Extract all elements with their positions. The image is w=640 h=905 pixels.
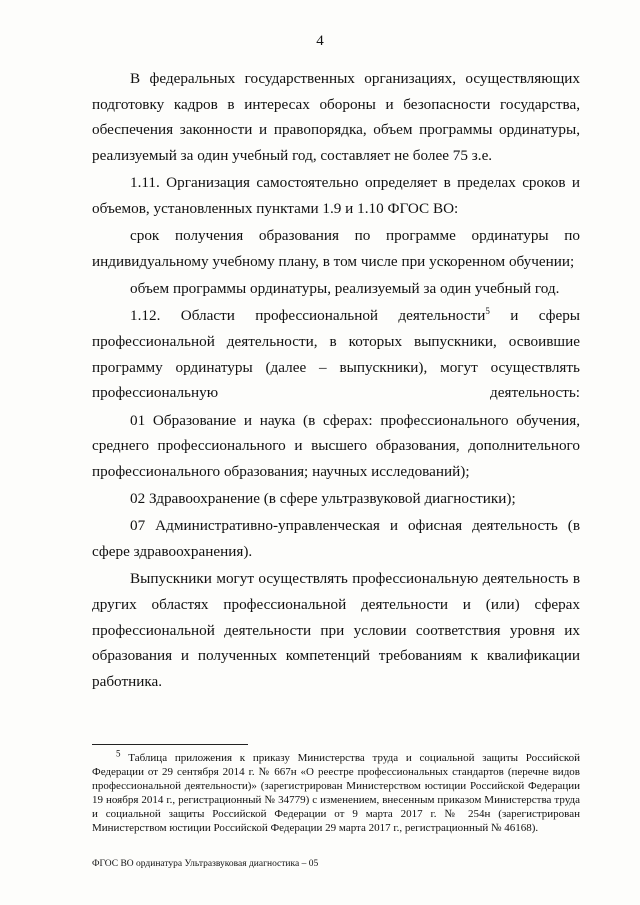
page-body [92, 66, 580, 695]
paragraph-1-11: 1.11. Организация самостоятельно определяет в пределах сроков и объемов, установленных пунктами 1.9 и 1.10 ФГОС ВО: [92, 174, 580, 218]
paragraph-1-12-heading [92, 303, 580, 406]
paragraph-federal-organizations: В федеральных государственных организациях, осуществляющих подготовку кадров в интересах обороны и безопасности государства, обеспечения законности и правопорядка, объем программы ординатуры, реализуемый за один учебный год, составляет не более 75 з.е. [92, 70, 580, 165]
paragraph-1-12-continued: и сферы профессиональной деятельности, в которых выпускники, освоившие программу ординатуры (далее – выпускники), могут осуществлять профессиональную деятельность: [92, 307, 581, 402]
paragraph-program-volume: объем программы ординатуры, реализуемый за один учебный год. [130, 280, 560, 298]
footnote-reference: 5 [485, 306, 490, 317]
paragraph-1-12-text: 1.12. Области профессиональной деятельности [130, 307, 486, 325]
footnote-number: 5 [116, 748, 121, 759]
page-footer: ФГОС ВО ординатура Ультразвуковая диагностика – 05 [92, 859, 319, 869]
paragraph-term-of-education: срок получения образования по программе ординатуры по индивидуальному учебному плану, в том числе при ускоренном обучении; [92, 227, 580, 270]
footnote-separator [92, 744, 248, 745]
paragraph-01-education: 01 Образование и наука (в сферах: профессионального обучения, среднего профессионального и высшего образования, дополнительного профессионального образования; научных исследований); [92, 411, 580, 481]
footnote-text: Таблица приложения к приказу Министерства труда и социальной защиты Российской Федерации от 29 сентября 2014 г. № 667н «О реестре профессиональных стандартов (перечне видов профессиональной деятельности)» (зарегистрирован Министерством юстиции Российской Федерации 19 ноября 2014 г., регистрационный № 34779) с изменением, внесенным приказом Министерства труда и социальной защиты Российской Федерации от 9 марта 2017 г. № 254н (зарегистрирован Министерством юстиции Российской Федерации 29 марта 2017 г., регистрационный № 46168). [92, 752, 580, 834]
paragraph-07-administrative: 07 Административно-управленческая и офисная деятельность (в сфере здравоохранения). [92, 517, 580, 561]
page-number: 4 [316, 33, 324, 49]
footnote [92, 748, 580, 835]
paragraph-02-healthcare: 02 Здравоохранение (в сфере ультразвуковой диагностики); [130, 490, 516, 508]
paragraph-graduates: Выпускники могут осуществлять профессиональную деятельность в других областях профессиональной деятельности и (или) сферах профессиональной деятельности при условии соответствия уровня их образования и полученных компетенций требованиям к квалификации работника. [92, 570, 580, 691]
